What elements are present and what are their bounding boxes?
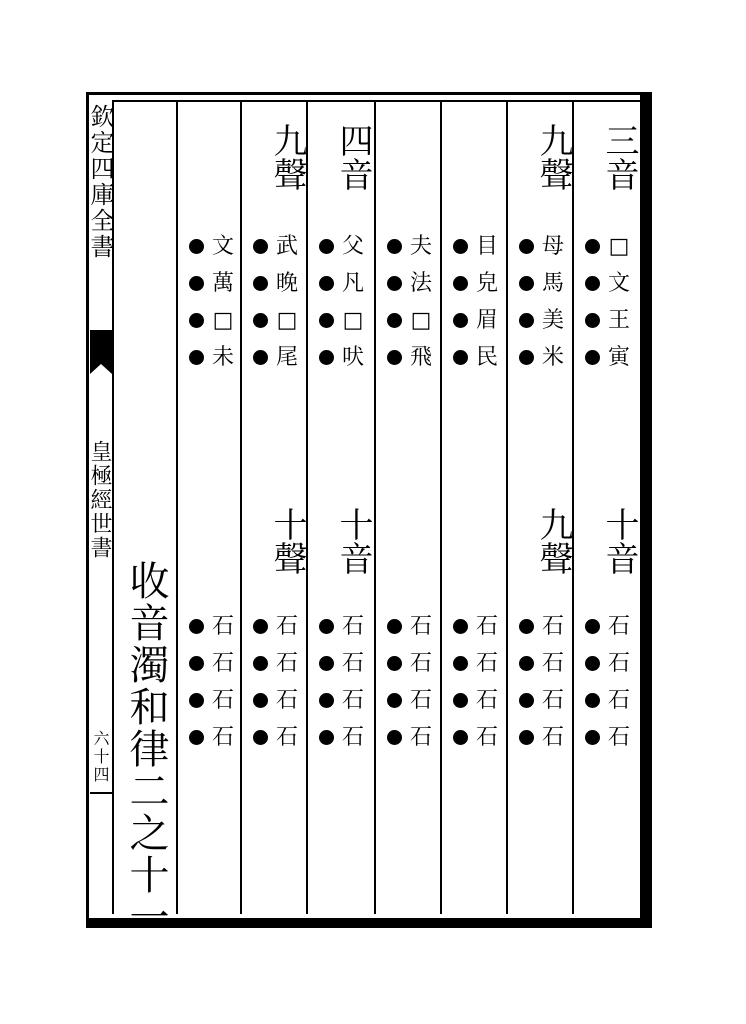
bullet-dot [453,239,468,254]
bullet-dot [189,619,204,634]
entry-character: 石 [275,687,298,713]
rhyme-column [245,104,307,910]
bullet-dot [189,313,204,328]
list-item [445,608,507,645]
upper-entry-list [445,228,507,376]
bullet-dot [319,276,334,291]
bullet-dot [387,619,402,634]
entry-character: 石 [341,724,364,750]
entry-character: 美 [541,307,564,333]
bullet-dot [519,656,534,671]
list-item [311,719,373,756]
list-item [181,339,243,376]
bullet-dot [319,656,334,671]
bullet-dot [387,239,402,254]
list-item [245,719,307,756]
list-item [311,228,373,265]
bullet-dot [319,693,334,708]
bullet-dot [453,350,468,365]
upper-entry-list [577,228,639,376]
list-item [245,682,307,719]
bullet-dot [453,693,468,708]
entry-character: 文 [211,233,234,259]
entry-character: 石 [211,724,234,750]
entry-character: 石 [541,613,564,639]
list-item [181,608,243,645]
list-item [245,302,307,339]
rhyme-column [577,104,639,910]
bullet-dot [253,313,268,328]
entry-character: 石 [541,687,564,713]
entry-character: 石 [475,650,498,676]
entry-character: 母 [541,233,564,259]
lower-entry-list [311,608,373,756]
entry-character: 石 [475,687,498,713]
list-item [245,265,307,302]
list-item [379,228,441,265]
lower-entry-list [245,608,307,756]
bullet-dot [519,350,534,365]
list-item [445,719,507,756]
list-item [511,682,573,719]
column-heading-bottom: 十音 [333,507,373,575]
bullet-dot [253,350,268,365]
bullet-dot [253,619,268,634]
rhyme-column [181,104,243,910]
entry-character: 王 [607,307,630,333]
entry-character: 皃 [475,270,498,296]
list-item [577,339,639,376]
entry-character: 石 [275,613,298,639]
list-item [511,608,573,645]
entry-character: 文 [607,270,630,296]
entry-character: 石 [607,687,630,713]
column-heading-bottom [181,496,243,586]
bullet-dot [387,350,402,365]
entry-character: 飛 [409,344,432,370]
column-heading-top [181,112,243,202]
bullet-dot [319,239,334,254]
upper-entry-list [245,228,307,376]
page-border-right [640,92,652,928]
entry-character: 石 [341,650,364,676]
entry-character: 石 [607,650,630,676]
lower-entry-list [181,608,243,756]
entry-character: 石 [475,724,498,750]
entry-character: 凡 [341,270,364,296]
bullet-dot [189,350,204,365]
entry-character: 石 [409,724,432,750]
list-item [379,719,441,756]
bullet-dot [519,730,534,745]
list-item [511,339,573,376]
list-item [577,719,639,756]
bullet-dot [253,656,268,671]
bullet-dot [519,276,534,291]
bullet-dot [319,350,334,365]
lower-entry-list [577,608,639,756]
margin-page-number: 六十四 [91,730,110,784]
bullet-dot [189,656,204,671]
list-item [311,302,373,339]
column-heading-bottom: 十聲 [267,507,307,575]
list-item [445,302,507,339]
entry-character: 萬 [211,270,234,296]
bullet-dot [189,276,204,291]
list-item [181,302,243,339]
rhyme-column [311,104,373,910]
bullet-dot [585,730,600,745]
list-item [245,339,307,376]
entry-character: 民 [475,344,498,370]
column-heading-bottom: 九聲 [533,507,573,575]
column-heading-bottom [445,496,507,586]
list-item [379,682,441,719]
list-item [445,682,507,719]
bullet-dot [319,313,334,328]
bullet-dot [519,313,534,328]
list-item [181,719,243,756]
list-item [577,682,639,719]
bullet-dot [585,239,600,254]
entry-character: 石 [409,613,432,639]
list-item [445,645,507,682]
list-item [511,719,573,756]
column-heading-top: 四音 [333,123,373,191]
list-item [577,302,639,339]
column-heading-bottom [379,496,441,586]
list-item [311,608,373,645]
list-item [379,645,441,682]
bullet-dot [387,693,402,708]
list-item [181,265,243,302]
entry-character: □ [410,307,432,333]
entry-character: 石 [541,724,564,750]
bullet-dot [319,730,334,745]
bullet-dot [453,276,468,291]
entry-character: 石 [607,724,630,750]
bullet-dot [453,313,468,328]
bullet-dot [585,350,600,365]
entry-character: □ [608,233,630,259]
bullet-dot [189,730,204,745]
list-item [577,645,639,682]
entry-character: □ [342,307,364,333]
bullet-dot [585,313,600,328]
bullet-dot [319,619,334,634]
bullet-dot [189,693,204,708]
entry-character: 父 [341,233,364,259]
bullet-dot [585,276,600,291]
column-heading-top: 九聲 [533,123,573,191]
upper-entry-list [379,228,441,376]
bullet-dot [253,730,268,745]
bullet-dot [585,656,600,671]
entry-character: 目 [475,233,498,259]
list-item [511,645,573,682]
bullet-dot [253,239,268,254]
entry-character: 武 [275,233,298,259]
bullet-dot [253,276,268,291]
bullet-dot [585,619,600,634]
list-item [311,265,373,302]
column-heading-top [445,112,507,202]
list-item [445,339,507,376]
list-item [311,682,373,719]
bullet-dot [519,619,534,634]
bullet-dot [387,276,402,291]
lower-entry-list [445,608,507,756]
list-item [379,265,441,302]
column-divider [176,100,178,914]
entry-character: □ [276,307,298,333]
list-item [511,265,573,302]
list-item [245,645,307,682]
entry-character: 石 [409,687,432,713]
entry-character: □ [212,307,234,333]
bullet-dot [453,730,468,745]
column-heading-top: 三音 [599,123,639,191]
entry-character: 石 [275,724,298,750]
bullet-dot [387,656,402,671]
bullet-dot [519,693,534,708]
lower-entry-list [511,608,573,756]
entry-character: 石 [475,613,498,639]
list-item [445,228,507,265]
fishtail-mark [90,330,112,364]
entry-character: 馬 [541,270,564,296]
list-item [379,339,441,376]
list-item [577,228,639,265]
bullet-dot [387,730,402,745]
rhyme-column [511,104,573,910]
upper-entry-list [511,228,573,376]
list-item [379,608,441,645]
list-item [379,302,441,339]
column-heading-bottom: 十音 [599,507,639,575]
list-item [245,228,307,265]
list-item [181,682,243,719]
entry-character: 石 [409,650,432,676]
bullet-dot [585,693,600,708]
lower-entry-list [379,608,441,756]
column-heading-top: 九聲 [267,123,307,191]
entry-character: 石 [211,687,234,713]
bullet-dot [519,239,534,254]
entry-character: 石 [341,613,364,639]
list-item [311,645,373,682]
bullet-dot [387,313,402,328]
entry-character: 石 [211,650,234,676]
list-item [181,645,243,682]
column-heading-top [379,112,441,202]
margin-rule [90,792,112,794]
bullet-dot [453,619,468,634]
margin-book-title: 欽定四庫全書 [86,104,114,260]
bullet-dot [189,239,204,254]
entry-character: 石 [341,687,364,713]
list-item [311,339,373,376]
list-item [445,265,507,302]
rhyme-column [379,104,441,910]
entry-character: 石 [541,650,564,676]
list-item [245,608,307,645]
margin-section-title: 皇極經世書 [87,440,112,560]
entry-character: 石 [275,650,298,676]
entry-character: 米 [541,344,564,370]
entry-character: 寅 [607,344,630,370]
list-item [511,302,573,339]
list-item [181,228,243,265]
bullet-dot [253,693,268,708]
entry-character: 未 [211,344,234,370]
entry-character: 夫 [409,233,432,259]
entry-character: 晚 [275,270,298,296]
entry-character: 眉 [475,307,498,333]
list-item [577,265,639,302]
entry-character: 石 [607,613,630,639]
entry-character: 法 [409,270,432,296]
entry-character: 石 [211,613,234,639]
upper-entry-list [311,228,373,376]
section-title: 收音濁和律二之十一 [123,560,169,938]
list-item [511,228,573,265]
bullet-dot [453,656,468,671]
upper-entry-list [181,228,243,376]
column-divider [374,100,376,914]
entry-character: 吠 [341,344,364,370]
entry-character: 尾 [275,344,298,370]
rhyme-column [445,104,507,910]
list-item [577,608,639,645]
